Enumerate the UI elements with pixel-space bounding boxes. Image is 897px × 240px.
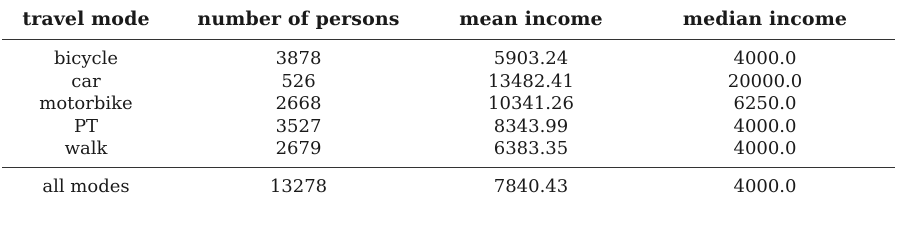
cell-median-income: 4000.0 xyxy=(733,115,797,137)
total-row xyxy=(2,168,895,207)
table-row xyxy=(2,71,895,94)
income-by-travel-mode-table xyxy=(2,0,895,206)
header-row xyxy=(2,0,895,40)
header-number-of-persons: number of persons xyxy=(197,8,400,30)
cell-mean-income: 5903.24 xyxy=(493,48,569,69)
total-number-of-persons: 13278 xyxy=(269,175,328,197)
table-row xyxy=(2,93,895,116)
cell-mean-income: 8343.99 xyxy=(493,115,569,137)
cell-number-of-persons: 2668 xyxy=(275,93,322,114)
cell-travel-mode: car xyxy=(71,70,101,92)
cell-median-income: 6250.0 xyxy=(733,93,797,114)
table-row xyxy=(2,40,895,71)
cell-mean-income: 13482.41 xyxy=(488,70,574,92)
cell-number-of-persons: 2679 xyxy=(275,138,322,159)
cell-number-of-persons: 3878 xyxy=(275,48,322,69)
cell-median-income: 4000.0 xyxy=(733,48,797,69)
cell-mean-income: 6383.35 xyxy=(493,138,569,159)
cell-travel-mode: walk xyxy=(64,138,108,159)
cell-mean-income: 10341.26 xyxy=(488,93,574,114)
cell-median-income: 4000.0 xyxy=(733,138,797,159)
header-mean-income: mean income xyxy=(459,8,603,30)
table-header xyxy=(2,0,895,40)
cell-travel-mode: PT xyxy=(73,115,99,137)
total-median-income: 4000.0 xyxy=(733,175,797,197)
table-total-section xyxy=(2,167,895,206)
total-mean-income: 7840.43 xyxy=(493,175,569,197)
table-row xyxy=(2,116,895,139)
cell-number-of-persons: 3527 xyxy=(275,115,322,137)
table-row xyxy=(2,138,895,167)
cell-median-income: 20000.0 xyxy=(727,70,803,92)
total-travel-mode: all modes xyxy=(42,175,130,197)
table-body xyxy=(2,40,895,167)
header-travel-mode: travel mode xyxy=(22,8,150,30)
cell-travel-mode: bicycle xyxy=(53,48,119,69)
header-median-income: median income xyxy=(682,8,848,30)
cell-travel-mode: motorbike xyxy=(39,93,133,114)
cell-number-of-persons: 526 xyxy=(281,70,316,92)
